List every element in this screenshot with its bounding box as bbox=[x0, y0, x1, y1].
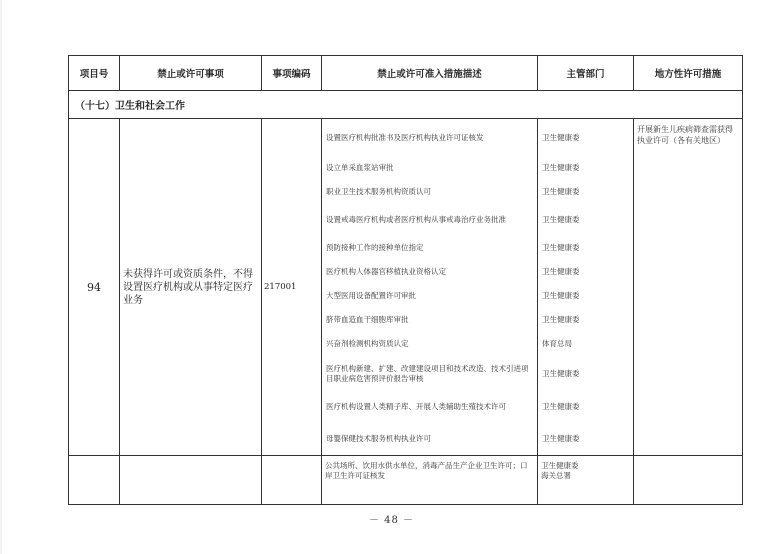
department-list-cell bbox=[538, 119, 634, 456]
measure-department: 卫生健康委 bbox=[542, 243, 580, 252]
header-item-number: 项目号 bbox=[69, 56, 120, 91]
item-name: 未获得许可或资质条件，不得设置医疗机构或从事特定医疗业务 bbox=[120, 119, 262, 456]
measure-list-cell bbox=[322, 119, 538, 456]
page-edge bbox=[0, 0, 2, 554]
measure-department: 体育总局 bbox=[542, 339, 572, 348]
continuation-code bbox=[262, 456, 322, 505]
section-row bbox=[69, 91, 743, 119]
permit-table bbox=[68, 55, 743, 505]
measure-item: 母婴保健技术服务机构执业许可 bbox=[326, 434, 431, 443]
measure-item: 设置医疗机构批准书及医疗机构执业许可证核发 bbox=[326, 132, 484, 142]
measure-department: 卫生健康委 bbox=[542, 291, 580, 300]
item-number: 94 bbox=[69, 119, 120, 456]
item-code: 217001 bbox=[262, 119, 322, 456]
measure-item: 医疗机构设置人类精子库、开展人类辅助生殖技术许可 bbox=[326, 402, 506, 411]
table-row bbox=[69, 119, 743, 456]
measure-department: 卫生健康委 bbox=[542, 434, 580, 443]
measure-department: 卫生健康委 bbox=[542, 315, 580, 324]
measure-item: 医疗机构新建、扩建、改建建设项目和技术改造、技术引进项目职业病危害预评价报告审核 bbox=[326, 363, 529, 383]
continuation-department: 卫生健康委 海关总署 bbox=[538, 456, 634, 505]
header-item-name: 禁止或许可事项 bbox=[120, 56, 262, 91]
measure-item: 兴奋剂检测机构资质认定 bbox=[326, 339, 409, 348]
measure-department: 卫生健康委 bbox=[542, 402, 580, 411]
department-list bbox=[538, 119, 633, 455]
continuation-local bbox=[634, 456, 743, 505]
continuation-row bbox=[69, 456, 743, 505]
header-department: 主管部门 bbox=[538, 56, 634, 91]
measure-department: 卫生健康委 bbox=[542, 187, 580, 196]
header-local-measure: 地方性许可措施 bbox=[634, 56, 743, 91]
measure-item: 大型医用设备配置许可审批 bbox=[326, 291, 416, 300]
local-measure: 开展新生儿疾病筛查需获得执业许可（各有关地区） bbox=[634, 119, 743, 456]
page-number: － 48 － bbox=[368, 515, 415, 526]
measure-item: 脐带血造血干细胞库审批 bbox=[326, 315, 409, 324]
measure-department: 卫生健康委 bbox=[542, 132, 580, 142]
section-title: （十七）卫生和社会工作 bbox=[69, 91, 743, 119]
header-item-code: 事项编码 bbox=[262, 56, 322, 91]
header-measure-description: 禁止或许可准入措施描述 bbox=[322, 56, 538, 91]
continuation-name bbox=[120, 456, 262, 505]
measure-item: 预防接种工作的接种单位指定 bbox=[326, 243, 424, 252]
continuation-measure: 公共场所、饮用水供水单位，消毒产品生产企业卫生许可；口岸卫生许可证核发 bbox=[322, 456, 538, 505]
measure-department: 卫生健康委 bbox=[542, 368, 580, 378]
header-row bbox=[69, 56, 743, 91]
measure-department: 卫生健康委 bbox=[542, 267, 580, 276]
measure-item: 医疗机构人体器官移植执业资格认定 bbox=[326, 267, 446, 276]
measure-item: 设立单采血浆站审批 bbox=[326, 163, 394, 172]
measure-item: 职业卫生技术服务机构资质认可 bbox=[326, 187, 431, 196]
continuation-number bbox=[69, 456, 120, 505]
measure-department: 卫生健康委 bbox=[542, 215, 580, 224]
measure-department: 卫生健康委 bbox=[542, 163, 580, 172]
measure-list bbox=[322, 119, 537, 455]
measure-item: 设置戒毒医疗机构或者医疗机构从事戒毒治疗业务批准 bbox=[326, 215, 506, 224]
